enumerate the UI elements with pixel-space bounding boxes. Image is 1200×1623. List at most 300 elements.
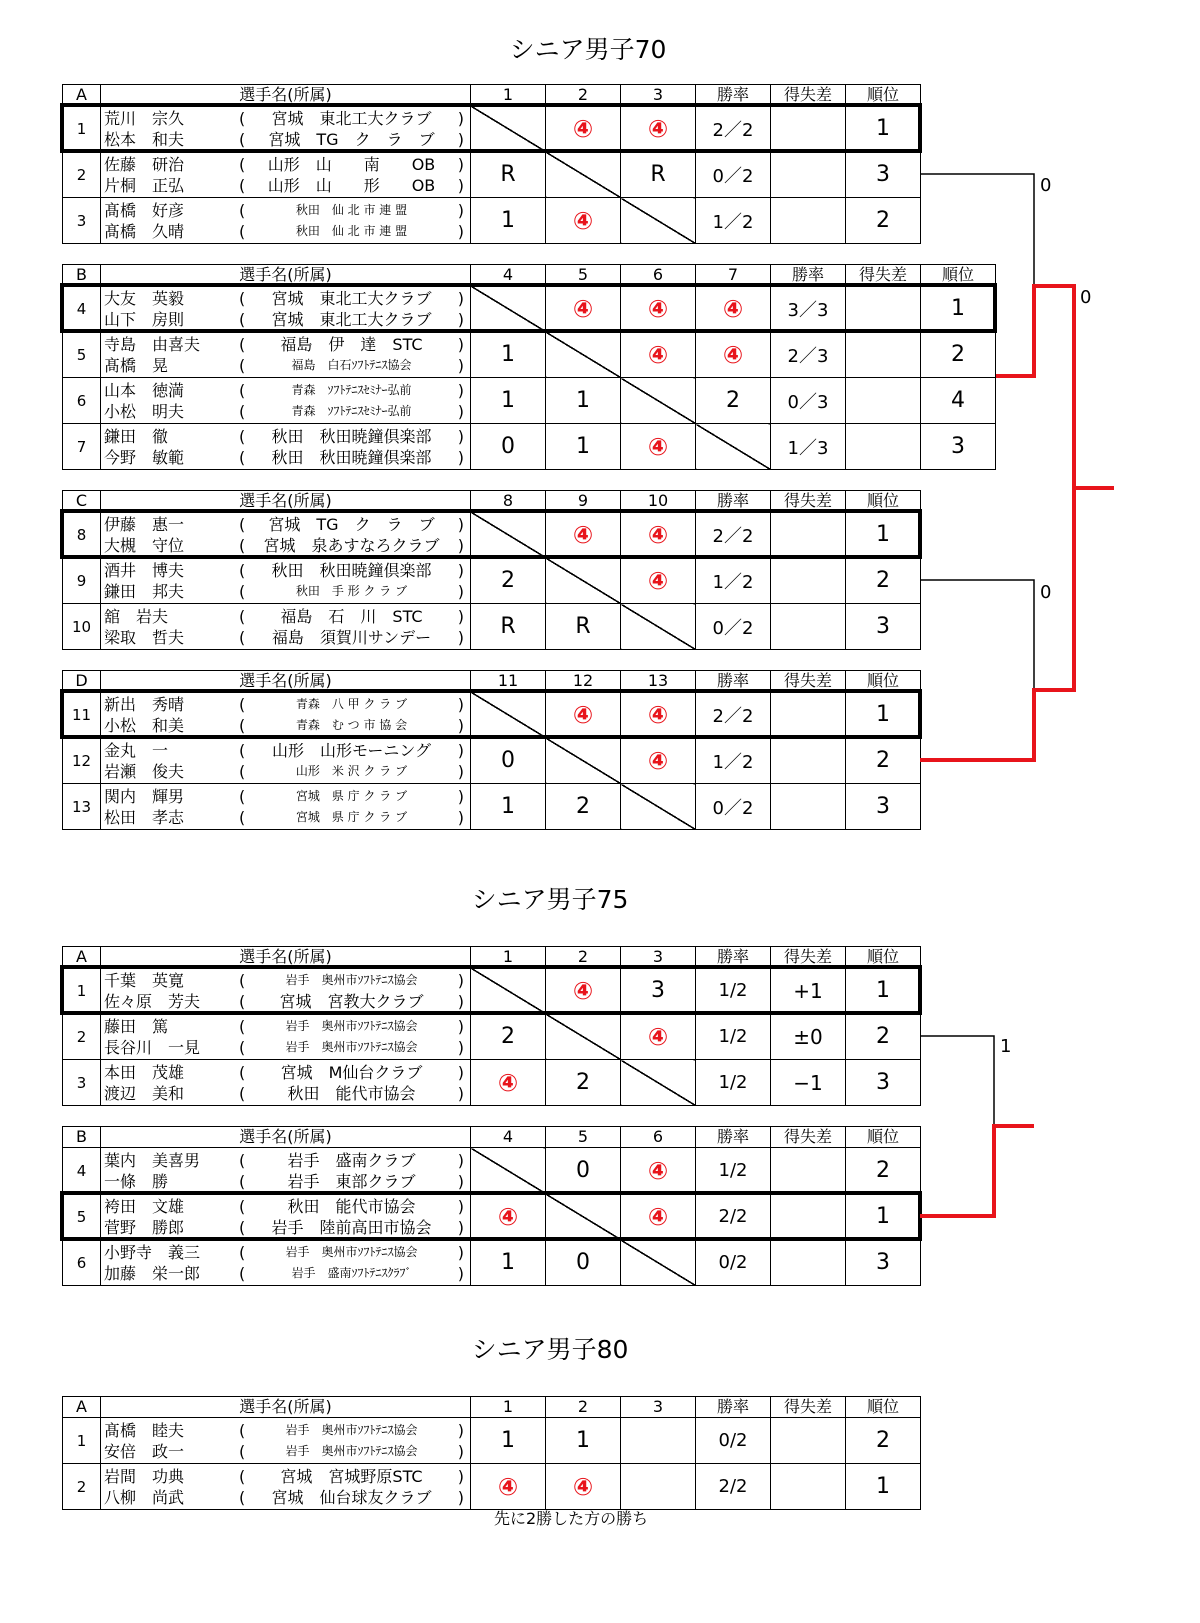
score-value: 0 [576, 1158, 590, 1183]
player-name: 小野寺 義三 [104, 1242, 201, 1262]
score-value: 2 [501, 1024, 515, 1049]
group-label: B [63, 265, 101, 286]
header-point-diff: 得失差 [771, 491, 846, 512]
player-affiliation: 岩手 盛南ｿﾌﾄﾃﾆｽｸﾗﾌﾞ [291, 1265, 412, 1280]
player-name: 梁取 哲夫 [104, 627, 185, 647]
win-rate: 1/2 [696, 1148, 771, 1194]
header-win-rate: 勝率 [696, 947, 771, 968]
player-affiliation: 福島 白石ｿﾌﾄﾃﾆｽ協会 [291, 357, 412, 372]
win-mark: ④ [647, 340, 669, 369]
player-affiliation: 山形 米 沢 ク ラ ブ [295, 763, 408, 778]
paren-close: ) [457, 1016, 464, 1036]
player-affiliation: 秋田 能代市協会 [287, 1083, 416, 1103]
paren-open: ( [239, 715, 246, 735]
paren-close: ) [457, 401, 464, 421]
header-win-rate: 勝率 [696, 491, 771, 512]
player-affiliation: 宮城 東北工大クラブ [271, 309, 432, 329]
rule-note: 先に2勝した方の勝ち [494, 1509, 649, 1528]
paren-open: ( [239, 991, 246, 1011]
player-affiliation: 宮城 宮城野原STC [280, 1466, 423, 1486]
rank: 2 [846, 738, 921, 784]
player-affiliation: 岩手 奥州市ｿﾌﾄﾃﾆｽ協会 [285, 972, 418, 987]
pair-number: 13 [63, 784, 101, 830]
paren-close: ) [457, 740, 464, 760]
player-affiliation: 岩手 奥州市ｿﾌﾄﾃﾆｽ協会 [285, 1443, 418, 1458]
win-mark: ④ [647, 432, 669, 461]
player-name: 髙橋 睦夫 [104, 1420, 185, 1440]
player-affiliation: 宮城 東北工大クラブ [271, 108, 432, 128]
header-point-diff: 得失差 [771, 85, 846, 106]
pair-number: 2 [63, 1464, 101, 1510]
player-affiliation: 秋田 秋田暁鐘倶楽部 [271, 560, 432, 580]
paren-open: ( [239, 1171, 246, 1191]
win-mark: ④ [572, 114, 594, 143]
header-win-rate: 勝率 [696, 671, 771, 692]
win-mark: ④ [647, 1022, 669, 1051]
header-win-rate: 勝率 [696, 1397, 771, 1418]
paren-close: ) [457, 380, 464, 400]
paren-open: ( [239, 581, 246, 601]
pair-number: 6 [63, 378, 101, 424]
score-value: 3 [651, 978, 665, 1003]
player-affiliation: 青森 む つ 市 協 会 [295, 717, 408, 732]
rank: 3 [921, 424, 996, 470]
paren-close: ) [457, 129, 464, 149]
score-value: 0 [501, 434, 515, 459]
paren-close: ) [457, 309, 464, 329]
win-rate: 0／2 [696, 784, 771, 830]
header-opponent-number: 2 [546, 85, 621, 106]
win-mark: ④ [497, 1068, 519, 1097]
paren-open: ( [239, 334, 246, 354]
win-mark: ④ [647, 520, 669, 549]
player-name: 佐藤 研治 [104, 154, 185, 174]
pair-number: 6 [63, 1240, 101, 1286]
player-name: 長谷川 一見 [104, 1037, 201, 1057]
win-rate: 0／2 [696, 152, 771, 198]
player-name: 大槻 守位 [104, 535, 185, 555]
header-point-diff: 得失差 [771, 671, 846, 692]
pair-number: 5 [63, 332, 101, 378]
player-affiliation: 宮城 東北工大クラブ [271, 288, 432, 308]
win-mark: ④ [497, 1202, 519, 1231]
rank: 1 [846, 692, 921, 738]
player-affiliation: 宮城 宮教大クラブ [279, 991, 424, 1011]
player-affiliation: 宮城 TG ク ラ ブ [268, 514, 435, 534]
paren-open: ( [239, 560, 246, 580]
paren-open: ( [239, 606, 246, 626]
player-name: 本田 茂雄 [104, 1062, 185, 1082]
bracket-line-70-c [920, 580, 1034, 760]
player-name: 千葉 英寛 [104, 970, 185, 990]
group-label: A [63, 947, 101, 968]
player-affiliation: 福島 石 川 STC [280, 606, 423, 626]
win-mark: ④ [647, 1156, 669, 1185]
paren-close: ) [457, 1217, 464, 1237]
bracket-line-75-a [920, 1036, 994, 1216]
player-affiliation: 宮城 M仙台クラブ [280, 1062, 423, 1082]
score-value: 1 [576, 1428, 590, 1453]
paren-close: ) [457, 221, 464, 241]
player-affiliation: 秋田 仙 北 市 連 盟 [295, 202, 408, 217]
pair-number: 9 [63, 558, 101, 604]
player-name: 鎌田 徹 [104, 426, 169, 446]
pair-number: 1 [63, 106, 101, 152]
player-name: 髙橋 晃 [104, 355, 169, 375]
score-value: 0 [501, 748, 515, 773]
player-name: 渡辺 美和 [104, 1083, 185, 1103]
paren-open: ( [239, 761, 246, 781]
win-rate: 0／2 [696, 604, 771, 650]
player-name: 新出 秀晴 [104, 694, 185, 714]
paren-open: ( [239, 786, 246, 806]
pair-number: 2 [63, 1014, 101, 1060]
score-value: 2 [576, 794, 590, 819]
player-name: 関内 輝男 [104, 786, 185, 806]
paren-open: ( [239, 535, 246, 555]
win-rate: 1/2 [696, 968, 771, 1014]
rank: 1 [846, 512, 921, 558]
header-players: 選手名(所属) [101, 491, 471, 512]
player-name: 葉内 美喜男 [104, 1150, 201, 1170]
score-value: 2 [576, 1070, 590, 1095]
score-value: 1 [501, 388, 515, 413]
win-mark: ④ [647, 1202, 669, 1231]
pair-number: 3 [63, 1060, 101, 1106]
pair-number: 3 [63, 198, 101, 244]
player-name: 八柳 尚武 [104, 1487, 185, 1507]
rank: 2 [846, 1418, 921, 1464]
paren-open: ( [239, 1242, 246, 1262]
score-value: R [650, 162, 666, 187]
rank: 1 [921, 286, 996, 332]
paren-open: ( [239, 309, 246, 329]
paren-open: ( [239, 740, 246, 760]
score-value: R [500, 614, 516, 639]
player-name: 舘 岩夫 [104, 606, 169, 626]
bracket-score-70-a: 0 [1040, 175, 1052, 196]
header-win-rate: 勝率 [696, 1127, 771, 1148]
player-affiliation: 岩手 陸前高田市協会 [271, 1217, 432, 1237]
win-mark: ④ [572, 976, 594, 1005]
header-players: 選手名(所属) [101, 1127, 471, 1148]
rank: 2 [846, 558, 921, 604]
paren-open: ( [239, 1487, 246, 1507]
header-players: 選手名(所属) [101, 671, 471, 692]
header-opponent-number: 9 [546, 491, 621, 512]
pair-number: 1 [63, 968, 101, 1014]
point-diff: +1 [771, 968, 846, 1014]
paren-open: ( [239, 807, 246, 827]
score-value: 1 [501, 1250, 515, 1275]
win-mark: ④ [572, 520, 594, 549]
rank: 3 [846, 604, 921, 650]
header-rank: 順位 [921, 265, 996, 286]
header-players: 選手名(所属) [101, 85, 471, 106]
pair-number: 4 [63, 1148, 101, 1194]
paren-open: ( [239, 970, 246, 990]
player-affiliation: 秋田 秋田暁鐘倶楽部 [271, 447, 432, 467]
paren-open: ( [239, 694, 246, 714]
player-name: 片桐 正弘 [104, 175, 185, 195]
header-win-rate: 勝率 [771, 265, 846, 286]
player-name: 伊藤 惠一 [104, 514, 185, 534]
paren-open: ( [239, 1466, 246, 1486]
header-opponent-number: 4 [471, 1127, 546, 1148]
header-opponent-number: 13 [621, 671, 696, 692]
paren-close: ) [457, 1487, 464, 1507]
win-rate: 1/2 [696, 1060, 771, 1106]
player-name: 髙橋 久晴 [104, 221, 185, 241]
win-mark: ④ [572, 1472, 594, 1501]
header-players: 選手名(所属) [101, 947, 471, 968]
player-affiliation: 山形 山形モーニング [271, 740, 432, 760]
header-opponent-number: 5 [546, 265, 621, 286]
paren-open: ( [239, 1037, 246, 1057]
player-affiliation: 岩手 奥州市ｿﾌﾄﾃﾆｽ協会 [285, 1018, 418, 1033]
header-opponent-number: 1 [471, 85, 546, 106]
win-mark: ④ [722, 294, 744, 323]
score-value: 0 [576, 1250, 590, 1275]
player-affiliation: 秋田 能代市協会 [287, 1196, 416, 1216]
paren-close: ) [457, 991, 464, 1011]
win-mark: ④ [647, 700, 669, 729]
player-affiliation: 青森 ｿﾌﾄﾃﾆｽｾﾐﾅｰ弘前 [291, 403, 412, 418]
header-opponent-number: 12 [546, 671, 621, 692]
bracket-score-75: 1 [1000, 1036, 1012, 1057]
rank: 4 [921, 378, 996, 424]
player-name: 松本 和夫 [104, 129, 185, 149]
player-affiliation: 青森 八 甲 ク ラ ブ [295, 696, 408, 711]
player-name: 酒井 博夫 [104, 560, 185, 580]
paren-open: ( [239, 355, 246, 375]
paren-open: ( [239, 129, 246, 149]
pair-number: 12 [63, 738, 101, 784]
paren-close: ) [457, 1062, 464, 1082]
header-rank: 順位 [846, 1127, 921, 1148]
paren-open: ( [239, 200, 246, 220]
paren-open: ( [239, 447, 246, 467]
paren-open: ( [239, 1420, 246, 1440]
score-value: 1 [501, 794, 515, 819]
paren-close: ) [457, 807, 464, 827]
player-name: 寺島 由喜夫 [104, 334, 201, 354]
score-value: 2 [501, 568, 515, 593]
player-name: 岩間 功典 [104, 1466, 185, 1486]
player-affiliation: 秋田 仙 北 市 連 盟 [295, 223, 408, 238]
player-affiliation: 宮城 県 庁 ク ラ ブ [295, 809, 408, 824]
paren-open: ( [239, 627, 246, 647]
header-players: 選手名(所属) [101, 265, 471, 286]
rank: 2 [921, 332, 996, 378]
paren-close: ) [457, 786, 464, 806]
paren-open: ( [239, 1263, 246, 1283]
header-opponent-number: 3 [621, 1397, 696, 1418]
rank: 3 [846, 784, 921, 830]
player-name: 小松 明夫 [104, 401, 185, 421]
player-name: 荒川 宗久 [104, 108, 185, 128]
player-affiliation: 岩手 奥州市ｿﾌﾄﾃﾆｽ協会 [285, 1422, 418, 1437]
win-mark: ④ [572, 294, 594, 323]
score-value: 1 [501, 1428, 515, 1453]
group-label: C [63, 491, 101, 512]
player-affiliation: 宮城 県 庁 ク ラ ブ [295, 788, 408, 803]
header-rank: 順位 [846, 85, 921, 106]
player-affiliation: 秋田 秋田暁鐘倶楽部 [271, 426, 432, 446]
win-rate: 2/2 [696, 1194, 771, 1240]
paren-close: ) [457, 1037, 464, 1057]
rank: 1 [846, 1464, 921, 1510]
win-mark: ④ [647, 746, 669, 775]
paren-close: ) [457, 1263, 464, 1283]
section-title: シニア男子75 [471, 885, 629, 914]
header-players: 選手名(所属) [101, 1397, 471, 1418]
player-name: 山下 房則 [104, 309, 185, 329]
paren-close: ) [457, 447, 464, 467]
player-name: 金丸 一 [104, 740, 169, 760]
win-rate: 2／2 [696, 512, 771, 558]
player-affiliation: 宮城 TG ク ラ ブ [268, 129, 435, 149]
header-opponent-number: 1 [471, 947, 546, 968]
paren-close: ) [457, 1466, 464, 1486]
player-name: 一條 勝 [104, 1171, 169, 1191]
header-rank: 順位 [846, 1397, 921, 1418]
player-name: 藤田 篤 [104, 1016, 169, 1036]
win-mark: ④ [647, 294, 669, 323]
paren-close: ) [457, 535, 464, 555]
player-affiliation: 岩手 奥州市ｿﾌﾄﾃﾆｽ協会 [285, 1244, 418, 1259]
header-opponent-number: 6 [621, 1127, 696, 1148]
player-name: 加藤 栄一郎 [104, 1263, 201, 1283]
paren-close: ) [457, 715, 464, 735]
paren-close: ) [457, 426, 464, 446]
bracket-line-70-b-win [996, 286, 1074, 488]
bracket-score-70-c: 0 [1040, 582, 1052, 603]
rank: 2 [846, 1014, 921, 1060]
header-opponent-number: 11 [471, 671, 546, 692]
bracket-line-70-a [920, 174, 1034, 376]
paren-close: ) [457, 581, 464, 601]
win-rate: 0/2 [696, 1418, 771, 1464]
header-opponent-number: 2 [546, 947, 621, 968]
player-affiliation: 岩手 東部クラブ [287, 1171, 416, 1191]
header-opponent-number: 1 [471, 1397, 546, 1418]
paren-close: ) [457, 761, 464, 781]
paren-close: ) [457, 1242, 464, 1262]
player-affiliation: 秋田 手 形 ク ラ ブ [295, 583, 408, 598]
player-affiliation: 岩手 盛南クラブ [287, 1150, 416, 1170]
paren-close: ) [457, 334, 464, 354]
player-name: 小松 和美 [104, 715, 185, 735]
paren-close: ) [457, 200, 464, 220]
player-affiliation: 岩手 奥州市ｿﾌﾄﾃﾆｽ協会 [285, 1039, 418, 1054]
paren-close: ) [457, 175, 464, 195]
paren-open: ( [239, 1150, 246, 1170]
pair-number: 8 [63, 512, 101, 558]
header-point-diff: 得失差 [846, 265, 921, 286]
score-value: 1 [576, 434, 590, 459]
win-mark: ④ [572, 206, 594, 235]
pair-number: 4 [63, 286, 101, 332]
header-opponent-number: 3 [621, 947, 696, 968]
paren-close: ) [457, 694, 464, 714]
paren-close: ) [457, 606, 464, 626]
group-label: D [63, 671, 101, 692]
win-rate: 0／3 [771, 378, 846, 424]
paren-close: ) [457, 560, 464, 580]
header-opponent-number: 4 [471, 265, 546, 286]
paren-close: ) [457, 154, 464, 174]
score-value: 2 [726, 388, 740, 413]
header-opponent-number: 6 [621, 265, 696, 286]
win-rate: 1／2 [696, 558, 771, 604]
rank: 3 [846, 152, 921, 198]
paren-close: ) [457, 288, 464, 308]
paren-close: ) [457, 1196, 464, 1216]
win-rate: 1／2 [696, 738, 771, 784]
player-affiliation: 福島 須賀川サンデー [271, 627, 432, 647]
paren-open: ( [239, 1016, 246, 1036]
header-opponent-number: 3 [621, 85, 696, 106]
player-name: 佐々原 芳夫 [104, 991, 201, 1011]
point-diff: ±0 [771, 1014, 846, 1060]
player-name: 大友 英毅 [104, 288, 185, 308]
score-value: 1 [501, 342, 515, 367]
pair-number: 11 [63, 692, 101, 738]
score-value: 1 [576, 388, 590, 413]
header-rank: 順位 [846, 491, 921, 512]
score-value: R [500, 162, 516, 187]
player-affiliation: 山形 山 形 OB [267, 175, 436, 195]
win-rate: 3／3 [771, 286, 846, 332]
paren-close: ) [457, 1150, 464, 1170]
paren-open: ( [239, 1083, 246, 1103]
header-rank: 順位 [846, 671, 921, 692]
player-affiliation: 宮城 仙台球友クラブ [271, 1487, 432, 1507]
player-name: 松田 孝志 [104, 807, 185, 827]
paren-close: ) [457, 1083, 464, 1103]
pair-number: 10 [63, 604, 101, 650]
header-win-rate: 勝率 [696, 85, 771, 106]
paren-open: ( [239, 154, 246, 174]
win-rate: 2／3 [771, 332, 846, 378]
player-name: 今野 敏範 [104, 447, 185, 467]
paren-close: ) [457, 970, 464, 990]
paren-open: ( [239, 426, 246, 446]
header-point-diff: 得失差 [771, 947, 846, 968]
paren-open: ( [239, 1441, 246, 1461]
header-opponent-number: 7 [696, 265, 771, 286]
paren-close: ) [457, 1441, 464, 1461]
rank: 3 [846, 1060, 921, 1106]
paren-close: ) [457, 514, 464, 534]
section-title: シニア男子70 [509, 35, 667, 64]
header-rank: 順位 [846, 947, 921, 968]
win-mark: ④ [647, 114, 669, 143]
pair-number: 7 [63, 424, 101, 470]
header-opponent-number: 10 [621, 491, 696, 512]
paren-close: ) [457, 1420, 464, 1440]
win-rate: 1／2 [696, 198, 771, 244]
bracket-score-70-b: 0 [1080, 287, 1092, 308]
win-rate: 1/2 [696, 1014, 771, 1060]
paren-open: ( [239, 288, 246, 308]
player-affiliation: 山形 山 南 OB [267, 154, 436, 174]
pair-number: 2 [63, 152, 101, 198]
rank: 2 [846, 198, 921, 244]
win-mark: ④ [497, 1472, 519, 1501]
pair-number: 1 [63, 1418, 101, 1464]
